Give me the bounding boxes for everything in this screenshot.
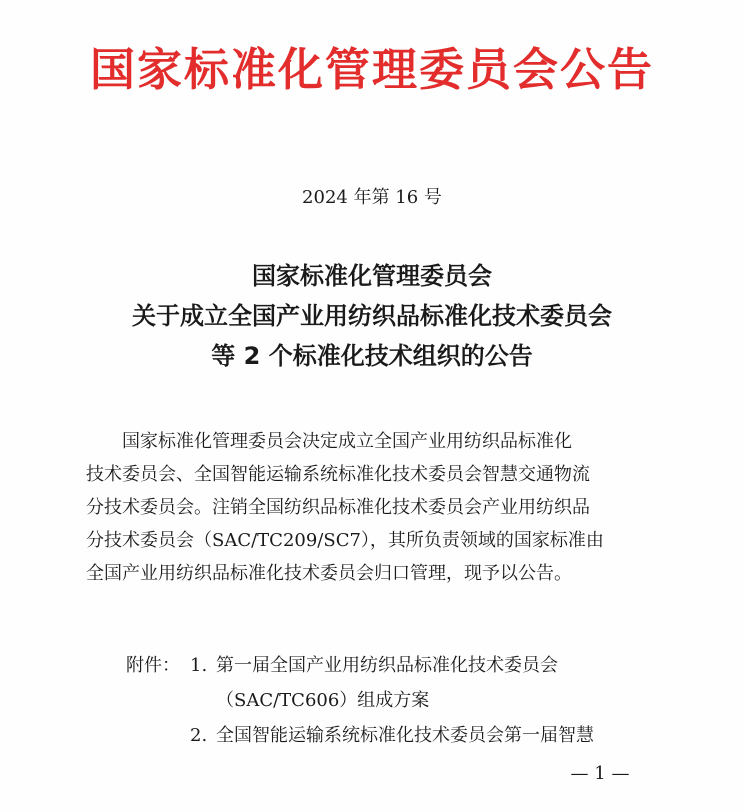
title-line-1: 国家标准化管理委员会: [252, 262, 492, 290]
attachments-list: [126, 648, 686, 753]
body-line-1: 国家标准化管理委员会决定成立全国产业用纺织品标准化: [122, 431, 572, 452]
attachment-item-2: [126, 718, 686, 753]
attachment-item-1: [126, 648, 686, 683]
attachment-title-line: 全国智能运输系统标准化技术委员会第一届智慧: [216, 725, 594, 746]
attachments-label: 附件：: [126, 655, 180, 676]
attachment-number: 2.: [190, 725, 208, 746]
attachment-title-line: 第一届全国产业用纺织品标准化技术委员会: [216, 655, 558, 676]
masthead-title: 国家标准化管理委员会公告: [89, 43, 654, 96]
title-line-3: 等 2 个标准化技术组织的公告: [211, 342, 533, 370]
body-line-4: 分技术委员会（SAC/TC209/SC7），其所负责领域的国家标准由: [86, 530, 604, 551]
attachment-title-continuation: （SAC/TC606）组成方案: [216, 690, 430, 711]
attachment-number: 1.: [190, 655, 208, 676]
title-line-2: 关于成立全国产业用纺织品标准化技术委员会: [132, 302, 612, 330]
document-number: 2024 年第 16 号: [302, 187, 442, 208]
body-line-2: 技术委员会、全国智能运输系统标准化技术委员会智慧交通物流: [86, 464, 590, 485]
body-paragraph: [86, 425, 666, 590]
page-number: — 1 —: [570, 763, 630, 784]
body-line-5: 全国产业用纺织品标准化技术委员会归口管理，现予以公告。: [86, 563, 572, 584]
body-line-3: 分技术委员会。注销全国纺织品标准化技术委员会产业用纺织品: [86, 497, 590, 518]
announcement-title: [0, 256, 744, 376]
